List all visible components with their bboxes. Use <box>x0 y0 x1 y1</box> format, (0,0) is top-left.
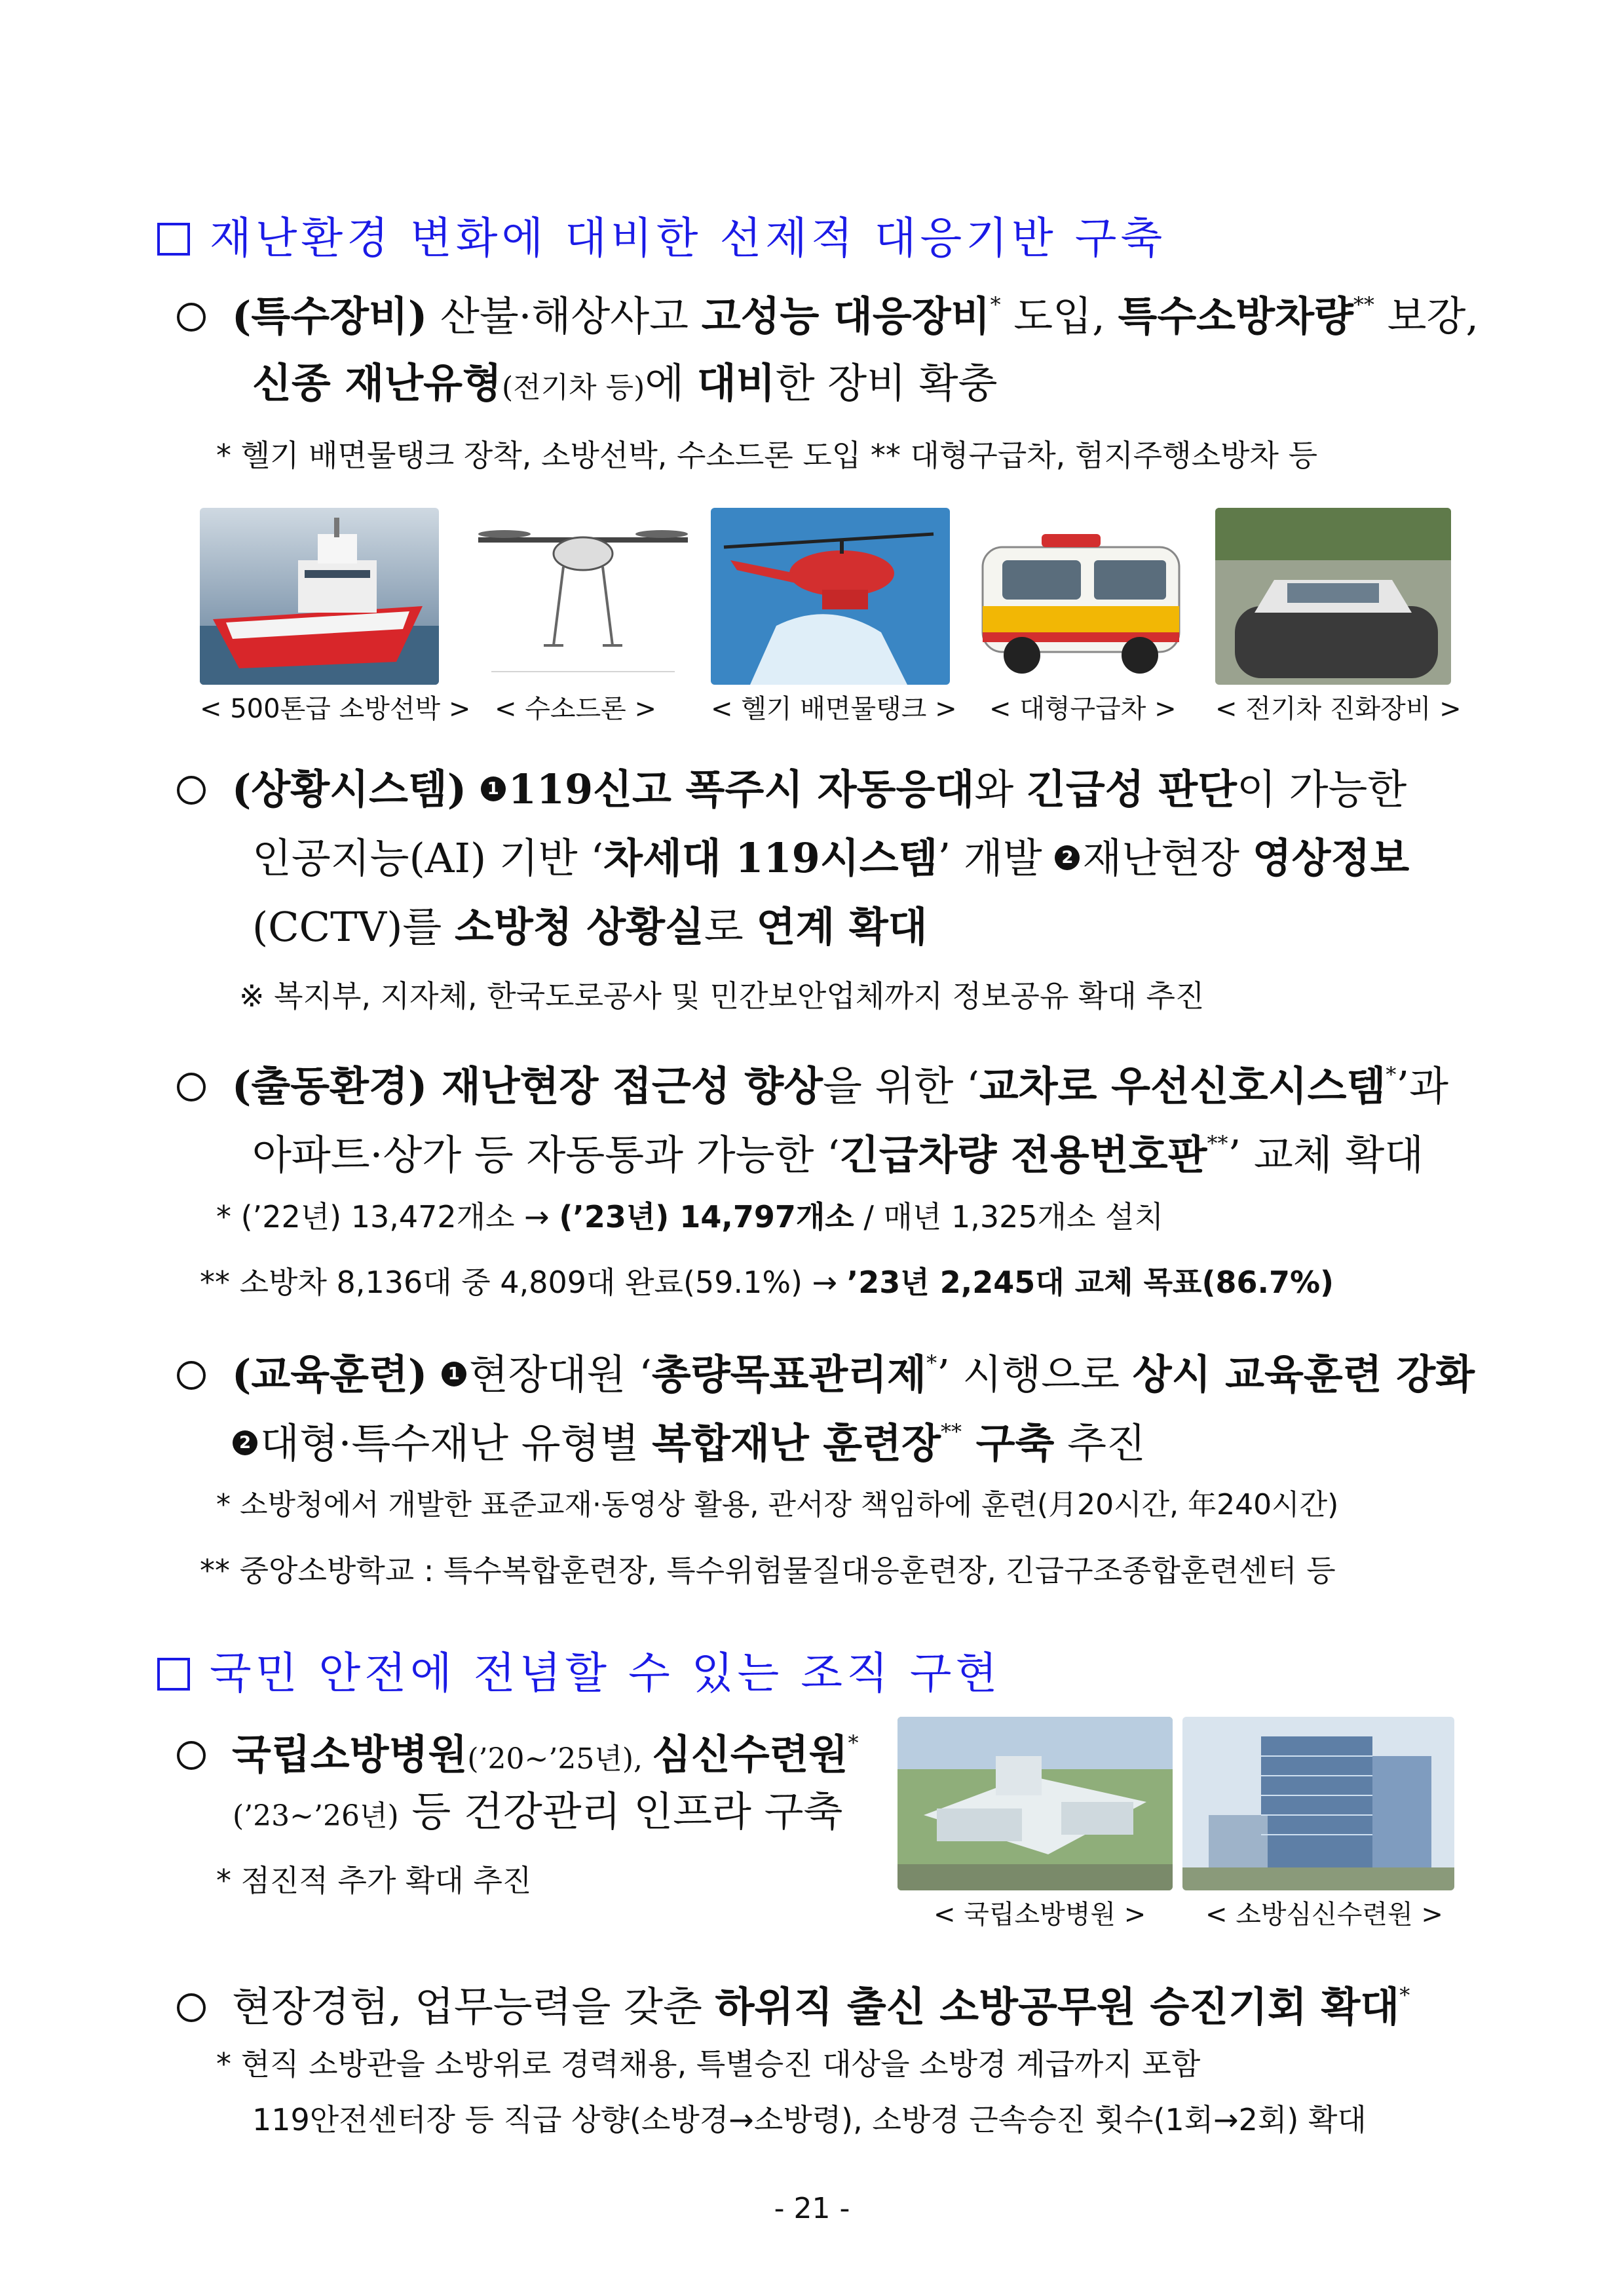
caption-ambulance: < 대형구급차 > <box>989 694 1177 724</box>
item-situation-system-line3: (CCTV)를 소방청 상황실로 연계 확대 <box>252 903 928 951</box>
item-hospital-line1: 국립소방병원(’20~’25년), 심신수련원* <box>177 1713 858 1789</box>
item-situation-system-line1: (상황시스템) 1 119신고 폭주시 자동응대와 긴급성 판단이 가능한 <box>177 760 1407 819</box>
item-dispatch-environment-line1: (출동환경) 재난현장 접근성 향상을 위한 ‘교차로 우선신호시스템*’과 <box>177 1045 1448 1116</box>
caption-drone: < 수소드론 > <box>495 694 657 724</box>
circle-bullet-icon <box>177 1993 206 2022</box>
circle-bullet-icon <box>177 1073 206 1101</box>
number-2-icon: 2 <box>233 1430 257 1455</box>
note-training-1: * 소방청에서 개발한 표준교재·동영상 활용, 관서장 책임하에 훈련(月20시간, 年240시간) <box>216 1488 1339 1521</box>
circle-bullet-icon <box>177 1741 206 1770</box>
note-training-2: ** 중앙소방학교 : 특수복합훈련장, 특수위험물질대응훈련장, 긴급구조종합훈련센터 등 <box>200 1553 1336 1588</box>
circle-bullet-icon <box>177 1361 206 1390</box>
ev-fire-equipment-photo <box>1215 508 1451 685</box>
item-special-equipment-line2: 신종 재난유형(전기차 등)에 대비한 장비 확충 <box>252 359 998 407</box>
checkbox-icon <box>157 1658 190 1691</box>
note-license-plate: ** 소방차 8,136대 중 4,809대 완료(59.1%) → ’23년 2,245대 교체 목표(86.7%) <box>200 1265 1334 1300</box>
fireboat-photo <box>200 508 439 685</box>
number-2-icon: 2 <box>1055 845 1080 870</box>
item-promotion-line1: 현장경험, 업무능력을 갖춘 하위직 출신 소방공무원 승진기회 확대* <box>177 1966 1410 2037</box>
checkbox-icon <box>157 223 190 256</box>
note-intersection-signal: * (’22년) 13,472개소 → (’23년) 14,797개소 / 매년 1,325개소 설치 <box>216 1199 1164 1234</box>
note-promotion-2: 119안전센터장 등 직급 상향(소방경→소방령), 소방경 근속승진 횟수(1회→2회) 확대 <box>252 2102 1367 2137</box>
note-promotion-1: * 현직 소방관을 소방위로 경력채용, 특별승진 대상을 소방경 계급까지 포함 <box>216 2046 1201 2082</box>
note-equipment: * 헬기 배면물탱크 장착, 소방선박, 수소드론 도입 ** 대형구급차, 험지주행소방차 등 <box>216 438 1318 473</box>
item-situation-system-line2: 인공지능(AI) 기반 ‘차세대 119시스템’ 개발 2 재난현장 영상정보 <box>252 834 1410 882</box>
item-dispatch-environment-line2: 아파트·상가 등 자동통과 가능한 ‘긴급차량 전용번호판**’ 교체 확대 <box>252 1131 1424 1179</box>
caption-hospital: < 국립소방병원 > <box>934 1900 1146 1930</box>
circle-bullet-icon <box>177 303 206 332</box>
item-training-line2: 2 대형·특수재난 유형별 복합재난 훈련장** 구축 추진 <box>233 1402 1146 1473</box>
ambulance-photo <box>963 508 1202 685</box>
caption-ev-equipment: < 전기차 진화장비 > <box>1215 694 1462 724</box>
number-1-icon: 1 <box>481 776 506 801</box>
caption-helicopter: < 헬기 배면물탱크 > <box>711 694 957 724</box>
section-title-text: 국민 안전에 전념할 수 있는 조직 구현 <box>210 1648 1002 1698</box>
circle-bullet-icon <box>177 776 206 805</box>
helicopter-photo <box>711 508 950 685</box>
note-hospital: * 점진적 추가 확대 추진 <box>216 1863 532 1898</box>
caption-fireboat: < 500톤급 소방선박 > <box>200 694 471 724</box>
item-special-equipment-line1: (특수장비) 산불·해상사고 고성능 대응장비* 도입, 특수소방차량** 보강, <box>177 275 1479 346</box>
hospital-photo <box>897 1717 1173 1890</box>
drone-photo <box>465 508 701 685</box>
note-situation-system: ※ 복지부, 지자체, 한국도로공사 및 민간보안업체까지 정보공유 확대 추진 <box>239 978 1205 1014</box>
page-number: - 21 - <box>774 2192 850 2225</box>
training-center-photo <box>1182 1717 1454 1890</box>
number-1-icon: 1 <box>442 1362 466 1387</box>
section-title-1 <box>157 203 1166 265</box>
caption-training-center: < 소방심신수련원 > <box>1205 1900 1443 1930</box>
item-hospital-line2: (’23~’26년) 등 건강관리 인프라 구축 <box>233 1788 843 1835</box>
section-title-2 <box>157 1638 1001 1700</box>
section-title-text: 재난환경 변화에 대비한 선제적 대응기반 구축 <box>210 213 1167 263</box>
item-training-line1: (교육훈련) 1 현장대원 ‘총량목표관리제*’ 시행으로 상시 교육훈련 강화 <box>177 1333 1475 1404</box>
